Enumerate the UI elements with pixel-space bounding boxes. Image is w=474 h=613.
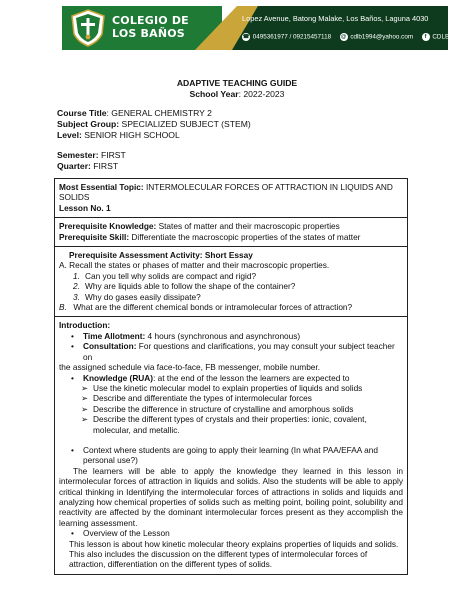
knowledge-value: : at the end of the lesson the learners are expected to [153,372,350,383]
bullet-icon: • [71,330,74,341]
subject-group-value: SPECIALIZED SUBJECT (STEM) [119,119,251,129]
assessment-item-b [59,302,403,312]
semester-line [57,150,126,160]
consultation-label: Consultation: [83,341,137,352]
prereq-skill-value: Differentiate the macroscopic properties of the states of matter [129,231,361,242]
subject-group-line [57,119,251,129]
school-name [112,14,189,40]
topic-value-line2: SOLIDS [59,192,90,203]
level-line [57,130,180,140]
bullet-icon: • [71,528,74,539]
objective-item [59,404,403,414]
assessment-question-2 [59,281,403,291]
overview-label: Overview of the Lesson [83,528,170,539]
objective-4-line1: Describe the different types of crystals and their properties: ionic, covalent, [93,414,367,425]
course-title-line [57,108,212,118]
topic-cell [55,179,407,218]
lesson-number: Lesson No. 1 [59,202,111,213]
school-name-line2: LOS BAÑOS [112,27,185,40]
arrow-bullet-icon: ➢ [81,382,88,393]
quarter-label: Quarter: [57,161,91,171]
school-year-value: : 2022-2023 [238,89,285,99]
phone-icon: ☎ [242,34,250,40]
time-allotment-value: 4 hours (synchronous and asynchronous) [145,330,301,341]
objective-2: Describe and differentiate the types of intermolecular forces [93,393,312,404]
quarter-value: FIRST [90,161,119,171]
context-line2: personal use?) [83,455,138,466]
assessment-cell [55,247,407,317]
item-b-mark: B. [59,302,67,313]
assessment-question-3 [59,292,403,302]
consultation-item [69,341,403,362]
objective-1: Use the kinetic molecular model to explain properties of liquids and solids [93,382,363,393]
course-title-value: : GENERAL CHEMISTRY 2 [106,108,212,118]
document-title: ADAPTIVE TEACHING GUIDE [176,78,298,88]
time-allotment-item [69,331,403,341]
objective-item [59,414,403,424]
prerequisite-cell [55,218,407,247]
arrow-bullet-icon: ➢ [81,393,88,404]
semester-value: FIRST [98,150,126,160]
knowledge-item [69,373,403,383]
consultation-value-line1: For questions and clarifications, you may consult your subject teacher on [83,341,395,362]
school-contacts [242,33,468,41]
subject-group-label: Subject Group: [57,119,120,129]
letterhead-dark-band [232,6,448,50]
prereq-skill-line [59,232,403,242]
question-2-number: 2. [73,281,80,292]
question-1-text: Can you tell why solids are compact and rigid? [85,270,257,281]
bullet-icon: • [71,341,74,352]
objective-4-line2: molecular, and metallic. [93,424,180,435]
course-title-label: Course Title [57,108,107,118]
item-b-text: What are the different chemical bonds or intramolecular forces of attraction? [73,302,353,313]
context-item [69,445,403,455]
school-phone: 0495361977 / 09215457118 [252,33,332,41]
assessment-title: Prerequisite Assessment Activity: Short Essay [69,250,253,261]
topic-label: Most Essential Topic: [59,182,144,192]
semester-label: Semester: [57,150,99,160]
school-email: cdlb1994@yahoo.com [350,33,414,41]
introduction-heading: Introduction: [59,320,111,331]
question-3-number: 3. [73,291,80,302]
level-label: Level: [57,130,82,140]
assessment-item-a: A. Recall the states or phases of matter and their macroscopic properties. [59,260,330,271]
school-name-line1: COLEGIO DE [112,14,189,27]
school-facebook: CDLBOfficial [432,33,469,41]
topic-value-line1: INTERMOLECULAR FORCES OF ATTRACTION IN LIQUIDS AND [143,182,393,192]
objective-3: Describe the difference in structure of crystalline and amorphous solids [93,403,354,414]
quarter-line [57,161,118,171]
assessment-question-1 [59,271,403,281]
introduction-cell [55,317,407,573]
school-address: Lopez Avenue, Batong Malake, Los Baños, Laguna 4030 [242,14,429,23]
knowledge-label: Knowledge (RUA) [83,372,154,383]
topic-line [59,182,403,192]
objective-item [59,393,403,403]
bullet-icon: • [71,372,74,383]
arrow-bullet-icon: ➢ [81,414,88,425]
bullet-icon: • [71,444,74,455]
teaching-guide-table [54,178,408,575]
prereq-skill-label: Prerequisite Skill: [59,231,130,242]
context-line1: Context where students are going to apply their learning (In what PAA/EFAA and [83,444,379,455]
letterhead-banner [62,6,469,50]
objective-item [59,383,403,393]
question-3-text: Why do gases easily dissipate? [85,291,201,302]
school-seal-icon [68,8,108,48]
email-icon: @ [340,34,347,40]
prereq-knowledge-line [59,221,403,231]
overview-paragraph: This lesson is about how kinetic molecular theory explains properties of liquids and solids. This also includes the discussion on the different types of intermolecular forces of attraction, differentiation on the different types of solids. [69,538,399,570]
overview-item [69,528,403,538]
prereq-knowledge-label: Prerequisite Knowledge: [59,221,157,232]
time-allotment-label: Time Allotment: [83,330,146,341]
school-year [0,89,474,99]
consultation-value-line2: the assigned schedule via face-to-face, FB messenger, mobile number. [59,362,321,373]
arrow-bullet-icon: ➢ [81,403,88,414]
level-value: SENIOR HIGH SCHOOL [81,130,180,140]
prereq-knowledge-value: States of matter and their macroscopic properties [156,221,340,232]
question-2-text: Why are liquids able to follow the shape of the container? [85,281,296,292]
school-year-label: School Year [189,89,239,99]
facebook-icon: f [422,33,430,41]
context-paragraph: The learners will be able to apply the knowledge they learned in this lesson in intermolecular forces of attraction in liquids and solids. Also the students will be able to apply critical thinking in Identifying the intermolecular forces of attractions in solids and liquids and analyzing how chemical properties of solids such as melting point, boiling point, solubility and reactivity are affected by the dominant intermolecular forces present as they accomplish the learning assessment. [59,465,403,528]
question-1-number: 1. [73,270,80,281]
